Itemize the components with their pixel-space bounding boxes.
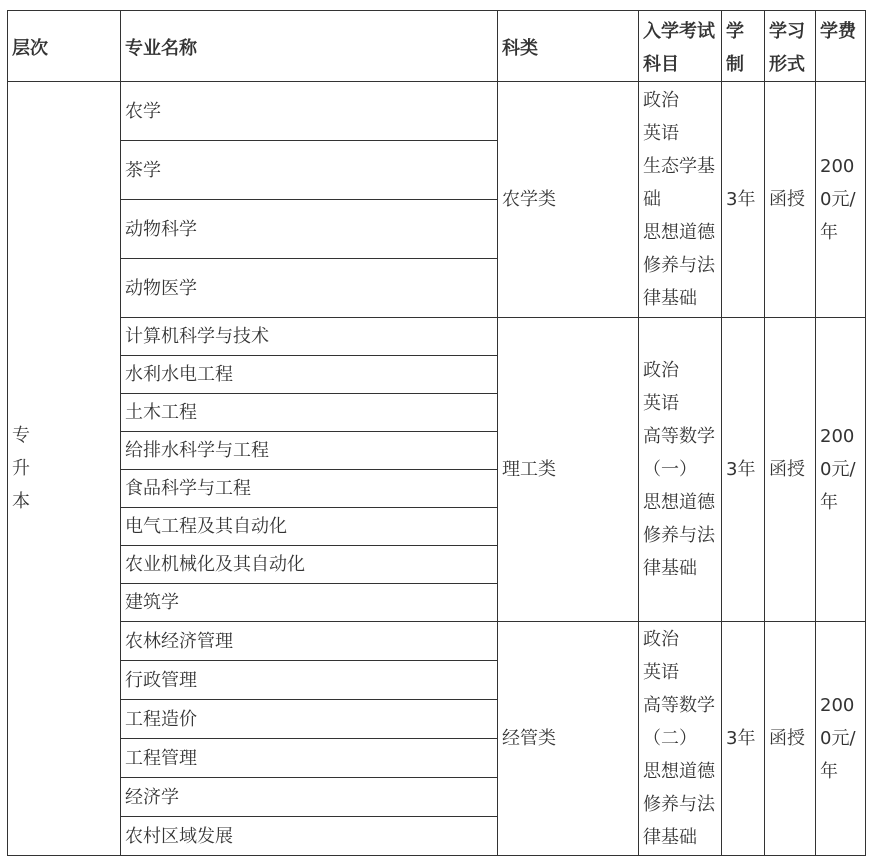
tuition-cell: 2000元/年: [816, 318, 866, 622]
table-row: [8, 318, 866, 356]
major-name-cell: 茶学: [121, 141, 498, 200]
header-category: 科类: [498, 11, 639, 82]
header-duration: 学制: [722, 11, 765, 82]
duration-cell: 3年: [722, 622, 765, 856]
program-table: [7, 10, 866, 856]
category-cell: 经管类: [498, 622, 639, 856]
major-name-cell: 计算机科学与技术: [121, 318, 498, 356]
header-row: [8, 11, 866, 82]
major-name-cell: 农林经济管理: [121, 622, 498, 661]
major-name-cell: 农村区域发展: [121, 817, 498, 856]
major-name-cell: 土木工程: [121, 394, 498, 432]
header-tuition: 学费: [816, 11, 866, 82]
major-name-cell: 动物科学: [121, 200, 498, 259]
exam-subjects-cell: 政治 英语 生态学基础 思想道德修养与法律基础: [639, 82, 722, 318]
study-mode-cell: 函授: [765, 82, 816, 318]
tuition-cell: 2000元/年: [816, 622, 866, 856]
duration-cell: 3年: [722, 318, 765, 622]
exam-subjects-cell: 政治 英语 高等数学（一） 思想道德修养与法律基础: [639, 318, 722, 622]
exam-subjects-cell: 政治 英语 高等数学（二） 思想道德修养与法律基础: [639, 622, 722, 856]
major-name-cell: 农学: [121, 82, 498, 141]
table-row: [8, 82, 866, 141]
major-name-cell: 动物医学: [121, 259, 498, 318]
major-name-cell: 工程管理: [121, 739, 498, 778]
header-major-name: 专业名称: [121, 11, 498, 82]
major-name-cell: 行政管理: [121, 661, 498, 700]
major-name-cell: 给排水科学与工程: [121, 432, 498, 470]
major-name-cell: 水利水电工程: [121, 356, 498, 394]
duration-cell: 3年: [722, 82, 765, 318]
study-mode-cell: 函授: [765, 622, 816, 856]
major-name-cell: 农业机械化及其自动化: [121, 546, 498, 584]
major-name-cell: 食品科学与工程: [121, 470, 498, 508]
study-mode-cell: 函授: [765, 318, 816, 622]
major-name-cell: 电气工程及其自动化: [121, 508, 498, 546]
header-level: 层次: [8, 11, 121, 82]
table-row: [8, 622, 866, 661]
category-cell: 理工类: [498, 318, 639, 622]
category-cell: 农学类: [498, 82, 639, 318]
header-study-mode: 学习形式: [765, 11, 816, 82]
major-name-cell: 经济学: [121, 778, 498, 817]
major-name-cell: 建筑学: [121, 584, 498, 622]
level-cell: 专 升 本: [8, 82, 121, 856]
tuition-cell: 2000元/年: [816, 82, 866, 318]
major-name-cell: 工程造价: [121, 700, 498, 739]
header-exam-subjects: 入学考试科目: [639, 11, 722, 82]
